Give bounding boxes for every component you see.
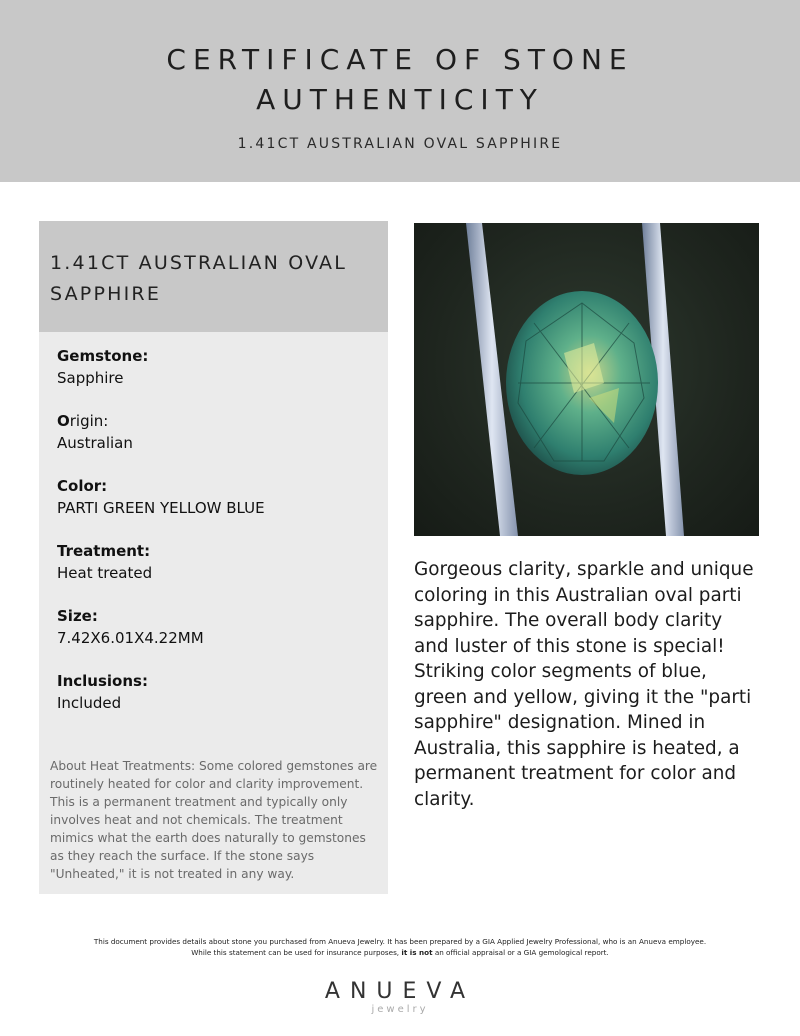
spec-label: Color: <box>57 477 108 495</box>
certificate-subtitle: 1.41CT AUSTRALIAN OVAL SAPPHIRE <box>237 136 563 152</box>
gemstone-photo <box>414 223 759 536</box>
spec-label-initial: O <box>57 412 70 430</box>
disclaimer-emphasis: it is not <box>401 948 433 957</box>
spec-value: Heat treated <box>57 564 153 582</box>
spec-value: PARTI GREEN YELLOW BLUE <box>57 499 265 517</box>
spec-list <box>57 345 377 735</box>
brand-logo: ANUEVA <box>324 979 476 1004</box>
spec-gemstone <box>57 345 377 410</box>
disclaimer-line-1: This document provides details about stone you purchased from Anueva Jewelry. It has been prepared by a GIA Applied Jewelry Professional, who is an Anueva employee. <box>93 937 707 946</box>
disclaimer-line-2 <box>0 947 800 958</box>
stone-title-line-1: 1.41CT AUSTRALIAN OVAL <box>50 252 348 274</box>
spec-inclusions <box>57 670 377 735</box>
spec-label <box>57 410 377 432</box>
spec-size <box>57 605 377 670</box>
certificate-header <box>0 0 800 182</box>
disclaimer <box>0 936 800 958</box>
disclaimer-text: an official appraisal or a GIA gemological report. <box>432 948 609 957</box>
stone-title-line-2: SAPPHIRE <box>50 283 162 305</box>
spec-label: Treatment: <box>57 542 151 560</box>
spec-value: 7.42X6.01X4.22MM <box>57 629 204 647</box>
title-line-2: AUTHENTICITY <box>256 83 544 116</box>
spec-label: Gemstone: <box>57 347 149 365</box>
brand-tagline: jewelry <box>371 1004 429 1015</box>
spec-color <box>57 475 377 540</box>
stone-description: Gorgeous clarity, sparkle and unique coloring in this Australian oval parti sapphire. The overall body clarity and luster of this stone is special! Striking color segments of blue, green and yellow, giving it the "parti sapphire" designation. Mined in Australia, this sapphire is heated, a permanent treatment for color and clarity. <box>414 559 754 810</box>
spec-label: Size: <box>57 607 98 625</box>
spec-value: Sapphire <box>57 369 124 387</box>
stone-title-box <box>39 221 388 332</box>
disclaimer-text: While this statement can be used for insurance purposes, <box>191 948 402 957</box>
stone-details-panel <box>39 221 388 894</box>
spec-label-rest: rigin: <box>69 412 109 430</box>
certificate-title <box>0 40 800 120</box>
spec-label: Inclusions: <box>57 672 148 690</box>
spec-value: Australian <box>57 434 133 452</box>
gemstone-illustration <box>414 223 759 536</box>
stone-title <box>50 248 380 310</box>
spec-origin <box>57 410 377 475</box>
title-line-1: CERTIFICATE OF STONE <box>166 43 634 76</box>
spec-treatment <box>57 540 377 605</box>
heat-treatment-note: About Heat Treatments: Some colored gemstones are routinely heated for color and clarity improvement. This is a permanent treatment and typically only involves heat and not chemicals. The treatment mimics what the earth does naturally to gemstones as they reach the surface. If the stone says "Unheated," it is not treated in any way. <box>50 759 378 881</box>
spec-value: Included <box>57 694 122 712</box>
